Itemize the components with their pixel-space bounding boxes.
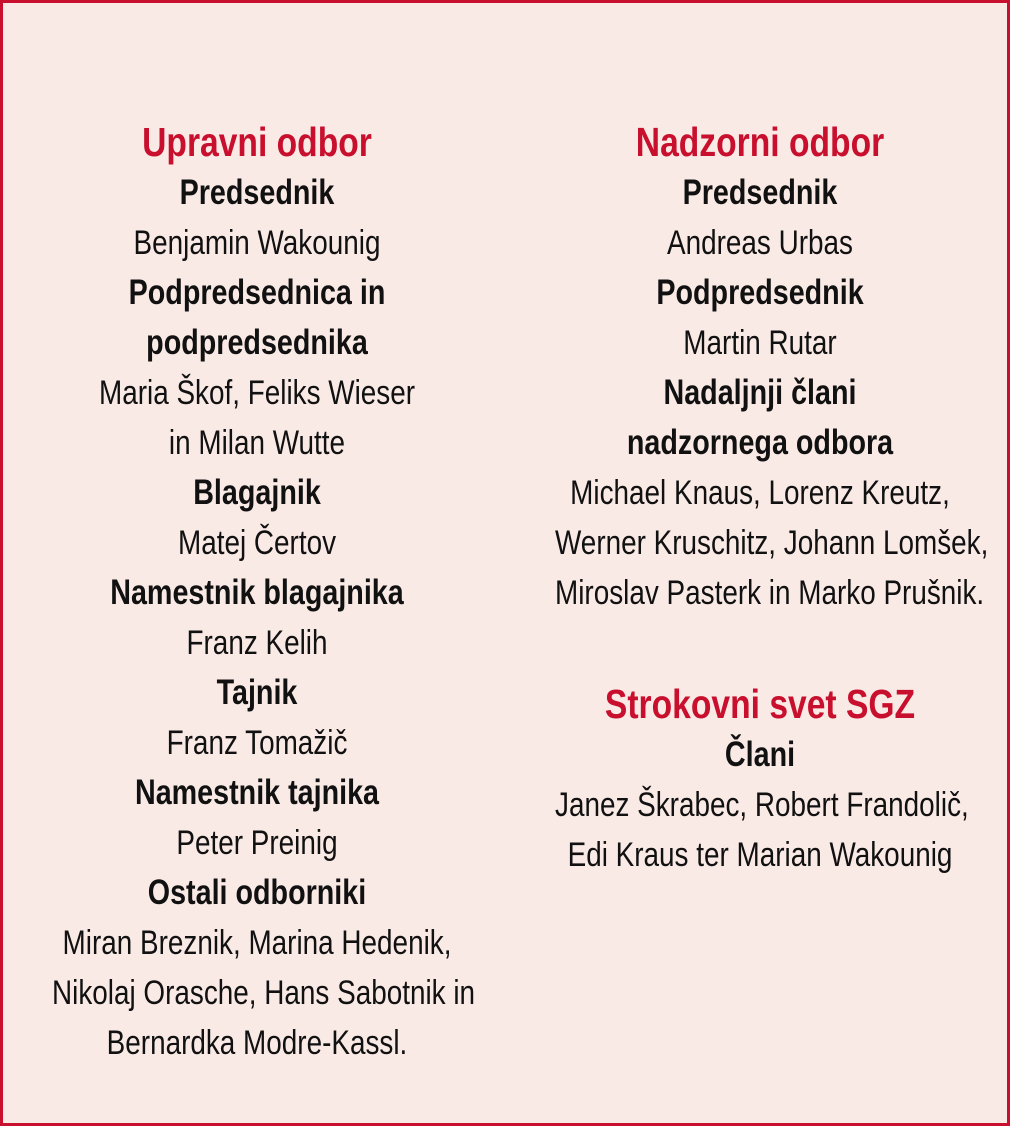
member-names: Andreas Urbas — [667, 224, 853, 262]
member-names: Franz Tomažič — [166, 724, 348, 762]
member-names: Maria Škof, Feliks Wieser in Milan Wutte — [98, 374, 416, 462]
role-title: Blagajnik — [193, 473, 321, 512]
role-title: Predsednik — [179, 173, 335, 212]
section-spacer — [555, 618, 965, 678]
board-entry — [52, 768, 462, 868]
board-entry — [555, 368, 989, 618]
expert-council-section — [555, 678, 969, 880]
expert-council-heading: Strokovni svet SGZ — [604, 681, 916, 727]
role-title: Podpredsednik — [656, 273, 864, 312]
supervisory-board-section — [555, 116, 989, 618]
role-title: Podpredsednica in podpredsednika — [128, 273, 386, 362]
board-entry — [52, 868, 476, 1068]
right-column — [555, 116, 989, 880]
role-title: Člani — [724, 735, 796, 774]
board-entry — [52, 168, 462, 268]
member-names: Martin Rutar — [683, 324, 837, 362]
board-entry — [52, 468, 462, 568]
member-names: Peter Preinig — [176, 824, 338, 862]
role-title: Tajnik — [216, 673, 298, 712]
board-entry — [555, 268, 965, 368]
role-title: Namestnik tajnika — [134, 773, 380, 812]
member-names: Michael Knaus, Lorenz Kreutz, Werner Kruschitz, Johann Lomšek, Miroslav Pasterk in Marko Prušnik. — [555, 474, 989, 612]
member-names: Miran Breznik, Marina Hedenik, Nikolaj Orasche, Hans Sabotnik in Bernardka Modre-Kassl. — [52, 924, 476, 1062]
board-entry — [52, 668, 462, 768]
member-names: Benjamin Wakounig — [133, 224, 381, 262]
member-names: Franz Kelih — [186, 624, 328, 662]
role-title: Predsednik — [682, 173, 838, 212]
role-title: Ostali odborniki — [147, 873, 367, 912]
board-entry — [52, 568, 462, 668]
role-title: Nadaljnji člani nadzornega odbora — [626, 373, 894, 462]
member-names: Matej Čertov — [177, 524, 337, 562]
management-board-heading: Upravni odbor — [142, 119, 372, 165]
supervisory-board-heading: Nadzorni odbor — [635, 119, 885, 165]
role-title: Namestnik blagajnika — [110, 573, 404, 612]
board-entry — [52, 268, 462, 468]
member-names: Janez Škrabec, Robert Frandolič, Edi Kraus ter Marian Wakounig — [555, 786, 969, 874]
board-entry — [555, 168, 965, 268]
board-entry — [555, 730, 969, 880]
management-board-column — [52, 116, 476, 1068]
